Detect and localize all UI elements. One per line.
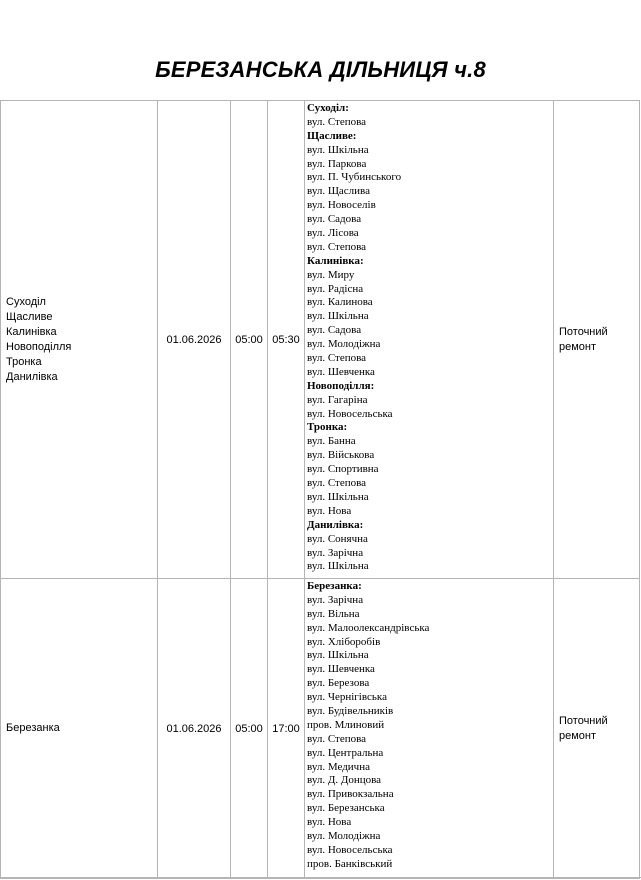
street-name: вул. Шкільна bbox=[307, 649, 369, 662]
settlements-cell bbox=[1, 101, 158, 579]
settlements-cell bbox=[1, 579, 158, 879]
settlement-name: Новоподілля bbox=[6, 340, 72, 353]
settlement-heading: Калинівка: bbox=[307, 254, 364, 267]
street-name: вул. Вільна bbox=[307, 607, 360, 620]
street-name: вул. Спортивна bbox=[307, 463, 379, 476]
street-name: вул. Будівельників bbox=[307, 705, 394, 718]
street-name: вул. Миру bbox=[307, 268, 355, 281]
outage-date: 01.06.2026 bbox=[158, 101, 231, 579]
settlement-name: Калинівка bbox=[6, 325, 57, 338]
reason-text: Поточний bbox=[559, 325, 608, 338]
street-name: вул. Степова bbox=[307, 732, 367, 745]
outage-reason bbox=[554, 101, 640, 579]
street-name: вул. Хліборобів bbox=[307, 635, 381, 648]
street-name: вул. Шевченка bbox=[307, 365, 375, 378]
street-name: вул. П. Чубинського bbox=[307, 171, 402, 184]
settlement-heading: Щасливе: bbox=[307, 129, 357, 142]
street-name: вул. Центральна bbox=[307, 746, 384, 759]
street-name: вул. Новосельська bbox=[307, 843, 393, 856]
start-time: 05:00 bbox=[231, 579, 268, 879]
street-name: вул. Новоселів bbox=[307, 199, 376, 212]
outage-date: 01.06.2026 bbox=[158, 579, 231, 879]
streets-cell bbox=[305, 579, 554, 879]
street-name: вул. Степова bbox=[307, 352, 367, 365]
reason-text: ремонт bbox=[559, 340, 597, 353]
street-name: вул. Гагаріна bbox=[307, 393, 368, 406]
street-name: вул. Садова bbox=[307, 324, 362, 337]
street-name: вул. Шкільна bbox=[307, 310, 369, 323]
street-name: вул. Паркова bbox=[307, 157, 367, 170]
settlement-heading: Суходіл: bbox=[307, 102, 349, 114]
settlement-name: Щасливе bbox=[6, 310, 53, 323]
street-name: вул. Шкільна bbox=[307, 143, 369, 156]
street-name: вул. Шкільна bbox=[307, 490, 369, 503]
streets-cell bbox=[305, 101, 554, 579]
street-name: вул. Військова bbox=[307, 449, 375, 462]
street-name: вул. Шкільна bbox=[307, 560, 369, 573]
street-name: вул. Привокзальна bbox=[307, 788, 394, 801]
street-name: вул. Молодіжна bbox=[307, 830, 381, 843]
settlement-heading: Тронка: bbox=[307, 421, 348, 434]
street-name: вул. Березова bbox=[307, 677, 370, 690]
end-time: 17:00 bbox=[268, 579, 305, 879]
street-name: вул. Березанська bbox=[307, 802, 385, 815]
outage-reason bbox=[554, 579, 640, 879]
street-name: вул. Садова bbox=[307, 213, 362, 226]
street-name: вул. Нова bbox=[307, 816, 352, 829]
start-time: 05:00 bbox=[231, 101, 268, 579]
street-name: вул. Чернігівська bbox=[307, 691, 387, 704]
table-row bbox=[1, 579, 640, 879]
street-name: вул. Зарічна bbox=[307, 593, 364, 606]
settlement-name: Суходіл bbox=[6, 295, 46, 308]
street-name: вул. Лісова bbox=[307, 227, 359, 240]
settlement-name: Тронка bbox=[6, 355, 42, 368]
street-name: вул. Медична bbox=[307, 760, 370, 773]
table-row bbox=[1, 101, 640, 579]
settlement-name: Данилівка bbox=[6, 370, 58, 383]
street-name: вул. Щаслива bbox=[307, 185, 370, 198]
street-name: вул. Калинова bbox=[307, 296, 373, 309]
settlement-heading: Данилівка: bbox=[307, 518, 364, 531]
street-name: вул. Нова bbox=[307, 504, 352, 517]
street-name: пров. Банківський bbox=[307, 857, 393, 870]
settlement-name: Березанка bbox=[6, 722, 60, 734]
settlement-heading: Новоподілля: bbox=[307, 379, 375, 392]
street-name: пров. Млиновий bbox=[307, 718, 385, 731]
street-name: вул. Степова bbox=[307, 115, 367, 128]
street-name: вул. Зарічна bbox=[307, 546, 364, 559]
reason-text: Поточний bbox=[559, 714, 608, 727]
street-name: вул. Банна bbox=[307, 435, 356, 448]
settlement-heading: Березанка: bbox=[307, 580, 362, 592]
street-name: вул. Степова bbox=[307, 240, 367, 253]
outage-schedule-table bbox=[0, 100, 640, 879]
street-name: вул. Новосельська bbox=[307, 407, 393, 420]
end-time: 05:30 bbox=[268, 101, 305, 579]
table-bottom-border bbox=[0, 877, 641, 878]
street-name: вул. Степова bbox=[307, 477, 367, 490]
street-name: вул. Шевченка bbox=[307, 663, 375, 676]
street-name: вул. Сонячна bbox=[307, 532, 368, 545]
reason-text: ремонт bbox=[559, 729, 597, 742]
page-title: БЕРЕЗАНСЬКА ДІЛЬНИЦЯ ч.8 bbox=[155, 57, 486, 82]
street-name: вул. Молодіжна bbox=[307, 338, 381, 351]
street-name: вул. Радісна bbox=[307, 282, 364, 295]
street-name: вул. Д. Донцова bbox=[307, 774, 382, 787]
street-name: вул. Малоолександрівська bbox=[307, 621, 430, 634]
